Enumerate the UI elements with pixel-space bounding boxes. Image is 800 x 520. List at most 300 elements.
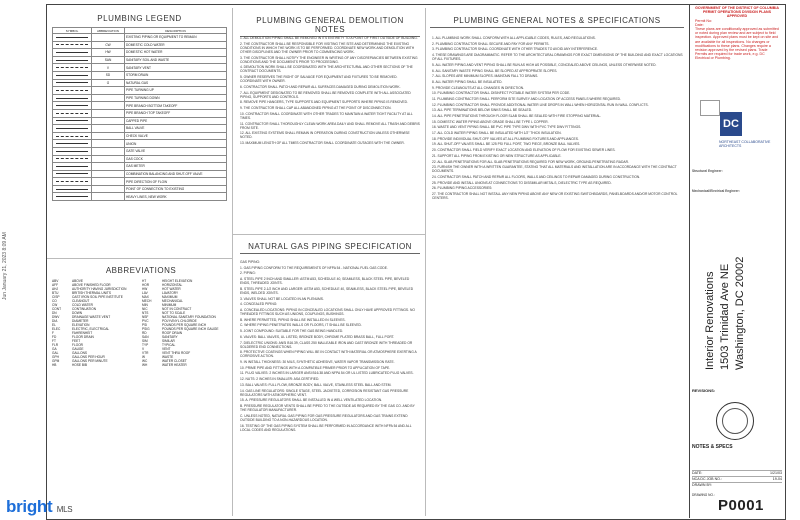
project-line3: Washington, DC 20002	[734, 256, 746, 370]
legend-abbreviation	[92, 147, 125, 155]
legend-description: BALL VALVE	[125, 125, 227, 133]
note-item: 24. CONTRACTOR SHALL PATCH AND REPAIR ALL FLOORS, WALLS AND CEILINGS TO REPAIR DAMAGED DURING CONSTRUCTION.	[432, 175, 641, 179]
note-item: 4. DEMOLITION WORK SHALL BE COORDINATED WITH THE ARCHITECTURAL AND OTHER SECTIONS OF THE CONTRACT DOCUMENTS.	[240, 65, 413, 74]
note-item: C. WHERE PIPING PENETRATES WALLS OR FLOORS, IT SHALL BE SLEEVED.	[240, 323, 362, 328]
abbreviation-code: GPM	[52, 359, 60, 363]
legend-symbol	[53, 125, 92, 133]
demolition-title: PLUMBING GENERAL DEMOLITION NOTES	[240, 16, 420, 37]
legend-symbol	[53, 87, 92, 95]
legend-abbreviation	[92, 178, 125, 186]
note-item: 25. PROVIDE AND INSTALL UNIONS AT CONNECTIONS TO DISSIMILAR METALS, DIELECTRIC TYPE AS REQUIRED.	[432, 180, 612, 185]
legend-abbreviation	[92, 155, 125, 163]
note-item: 6. VALVES: BALL VALVES, UL LISTED, BRONZE BODY, CHROME PLATED BRASS BALL, FULL PORT.	[240, 334, 395, 339]
note-item: 15. DOMESTIC WATER PIPING ABOVE GRADE SHALL BE TYPE L COPPER.	[432, 119, 549, 124]
legend-row	[53, 170, 227, 178]
abbreviation-code: PSIG	[142, 327, 150, 331]
abbreviation-code: CW	[52, 303, 58, 307]
abbreviation-meaning: POUNDS PER SQUARE INCH	[162, 323, 207, 327]
legend-description: PIPE BRANCH BOTTOM TAKEOFF	[125, 102, 227, 110]
column-divider	[425, 8, 426, 516]
abbreviation-meaning: VENT	[162, 347, 171, 351]
legend-symbol	[53, 155, 92, 163]
demolition-notes	[240, 36, 420, 147]
legend-abbreviation	[92, 117, 125, 125]
abbreviation-meaning: CAST IRON SOIL PIPE INSTITUTE	[72, 295, 123, 299]
note-item: 4. CONCEALED PIPING:	[240, 302, 278, 307]
abbreviation-meaning: HOT WATER	[162, 287, 181, 291]
permit-approval-stamp	[695, 6, 779, 61]
legend-symbol	[53, 64, 92, 72]
abbreviation-code: W	[142, 355, 146, 359]
abbreviation-code: HW	[142, 287, 148, 291]
note-item: 9. PROVIDE CLEANOUTS AT ALL CHANGES IN DIRECTION.	[432, 85, 525, 90]
note-item: 3. PLUMBING CONTRACTOR SHALL COORDINATE WITH OTHER TRADES TO AVOID ANY INTERFERENCE.	[432, 47, 598, 52]
note-item: 10. PRIME PIPE AND FITTINGS WITH A COMPATIBLE PRIMER PRIOR TO APPLICATION OF TAPE.	[240, 365, 391, 370]
note-item: 3. THE CONTRACTOR SHALL NOTIFY THE ENGINEER IN WRITING OF ANY DISCREPANCIES BETWEEN EXISTING CONDITIONS AND THE DOCUMENTS PRIOR TO PROCEEDING.	[240, 55, 418, 64]
mep-engineer-label: Mechanical/Electrical Engineer:	[692, 189, 740, 193]
abbreviation-meaning: FAHRENHEIT	[72, 331, 93, 335]
note-item: 9. IN INSTALL THICKNESS: 30 MILS, SYNTHETIC ADHESIVE, WATER VAPOR TRANSMISSION RATE.	[240, 360, 395, 365]
legend-abbreviation: SD	[92, 71, 125, 79]
abbreviation-meaning: VENT THRU ROOF	[162, 351, 191, 355]
note-item: 12. ALL EXISTING SYSTEMS SHALL REMAIN IN OPERATION DURING CONSTRUCTION UNLESS OTHERWISE NOTED.	[240, 131, 410, 140]
note-item: 16. TESTING OF THE GAS PIPING SYSTEM SHALL BE PERFORMED IN ACCORDANCE WITH NFPA 54 AND ALL LOCAL CODES AND REGULATIONS.	[240, 423, 412, 432]
abbreviation-code: GAL	[52, 351, 59, 355]
legend-row	[53, 147, 227, 155]
abbreviation-meaning: HOSE BIB	[72, 363, 88, 367]
note-item: 23. FURNISH THE OWNER WITH A WRITTEN GUARANTEE, STATING THAT ALL MATERIALS AND INSTALLATION ARE IN ACCORDANCE WITH THE CONTRACT DOCUMENTS.	[432, 165, 677, 174]
approval-header: GOVERNMENT OF THE DISTRICT OF COLUMBIA PERMIT OPERATIONS DIVISION PLANS APPROVED	[695, 6, 779, 19]
abbreviation-meaning: ELECTRIC, ELECTRICAL	[72, 327, 110, 331]
legend-symbol	[53, 49, 92, 57]
note-item: 7. DIELECTRIC UNIONS: ANSI B16.39, CLASS 250 MALLEABLE IRON AND CAST BRONZE WITH THREADED OR SOLDERED END CONNECTIONS.	[240, 340, 413, 349]
note-item: B. STEEL PIPE 2-1/2 INCH AND LARGER: ASTM A53, SCHEDULE 40, SEAMLESS, BLACK STEEL PIPE, BEVELED ENDS, WELDED JOINTS.	[240, 286, 414, 295]
pipe-symbol-icon	[56, 75, 88, 76]
gas-spec-notes	[240, 260, 420, 433]
note-item: 9. THE CONTRACTOR SHALL CAP ALL ABANDONED PIPING AT THE POINT OF DISCONNECTION.	[240, 106, 392, 111]
legend-description: GAS COCK	[125, 155, 227, 163]
pipe-symbol-icon	[56, 113, 88, 114]
engineer-seal	[716, 402, 754, 440]
legend-row	[53, 117, 227, 125]
watermark-brand: bright	[6, 497, 53, 516]
legend-symbol	[53, 109, 92, 117]
legend-symbol	[53, 132, 92, 140]
legend-row	[53, 102, 227, 110]
abbreviation-meaning: DIAMETER	[72, 319, 89, 323]
abbreviation-code: PVC	[142, 319, 149, 323]
abbreviation-code: AHJ	[52, 287, 59, 291]
pipe-symbol-icon	[56, 67, 88, 68]
legend-row	[53, 34, 227, 42]
pipe-symbol-icon	[56, 181, 88, 182]
pipe-symbol-icon	[56, 189, 88, 190]
legend-description: DOMESTIC HOT WATER	[125, 49, 227, 57]
abbreviation-code: VTR	[142, 351, 149, 355]
note-item: 10. CONTRACTOR SHALL COORDINATE WITH OTHER TRADES TO MAINTAIN A WATER TIGHT FACILITY AT ALL TIMES.	[240, 111, 413, 120]
legend-abbreviation	[92, 185, 125, 193]
legend-description: PIPE TURNING UP	[125, 87, 227, 95]
legend-symbol	[53, 56, 92, 64]
note-item: 2. PIPING:	[240, 271, 256, 276]
legend-symbol	[53, 185, 92, 193]
note-item: A. STEEL PIPE 2 INCH AND SMALLER: ASTM A53, SCHEDULE 40, SEAMLESS, BLACK STEEL PIPE, BEVELED ENDS, THREADED JOINTS.	[240, 277, 410, 286]
note-item: 14. GAS LINE REGULATORS: SINGLE STAGE, STEEL JACKETED, CORROSION RESISTANT GAS PRESSURE REGULATORS WITH ATMOSPHERIC VENT.	[240, 388, 409, 397]
pipe-symbol-icon	[56, 166, 88, 167]
legend-row	[53, 178, 227, 186]
pipe-symbol-icon	[56, 82, 88, 83]
sheet-number: P0001	[718, 497, 764, 514]
legend-row	[53, 125, 227, 133]
legend-description: DOMESTIC COLD WATER	[125, 41, 227, 49]
legend-abbreviation: V	[92, 64, 125, 72]
abbreviation-meaning: ROOF DRAIN	[162, 331, 183, 335]
legend-description: CHECK VALVE	[125, 132, 227, 140]
general-notes	[432, 36, 684, 202]
note-item: 13. MAXIMUM LENGTH OF ALL TIMES CONTRACTOR SHALL COORDINATE OUTAGES WITH THE OWNER.	[240, 141, 405, 146]
legend-table	[52, 27, 227, 201]
watermark-suffix: MLS	[56, 505, 73, 514]
abbreviation-code: MECH	[142, 299, 152, 303]
abbreviation-meaning: HEIGHT ELEVATION	[162, 279, 193, 283]
legend-symbol	[53, 34, 92, 42]
note-item: 3. VALVES SHALL NOT BE LOCATED IN AN PLENUMS.	[240, 296, 324, 301]
note-item: 27. THE CONTRACTOR SHALL NOT INSTALL ANY NEW PIPING ABOVE ANY NEW OR EXISTING SWITCHBOARDS, PANELBOARDS AND/OR MOTOR CONTROL CENTERS.	[432, 192, 678, 201]
note-item: 13. BALL VALVES: FULL FLOW, BRONZE BODY, BALL VALVE, STAINLESS STEEL BALL AND STEM.	[240, 382, 392, 387]
abbreviation-meaning: SANITARY	[162, 335, 178, 339]
legend-symbol	[53, 71, 92, 79]
abbreviation-code: FLR	[52, 343, 59, 347]
note-item: 5. JOINT COMPOUND: SUITABLE FOR THE GAS BEING HANDLED.	[240, 329, 344, 334]
abbreviation-code: CONT	[52, 307, 62, 311]
note-item: 10. PLUMBING CONTRACTOR SHALL DISINFECT POTABLE WATER SYSTEM PER CODE.	[432, 91, 571, 96]
note-item: 13. ALL PIPE TERMINATIONS BELOW SINKS SHALL BE SEALED.	[432, 108, 533, 113]
abbreviation-code: EL	[52, 323, 56, 327]
note-item: 2. THE CONTRACTOR SHALL BE RESPONSIBLE FOR VISITING THE SITE AND DETERMINING THE EXISTING CONDITIONS IN WHICH THE WORK IS TO BE PERFORMED. COORDINATE NEW WORK AND DEMOLITION WITH OTHER DISCIPLINES AND THE OWNER PRIOR TO COMMENCING WORK.	[240, 41, 415, 54]
pipe-symbol-icon	[56, 196, 88, 197]
legend-abbreviation	[92, 125, 125, 133]
abbreviation-code: AFF	[52, 283, 59, 287]
drawing-number-label: DRAWING NO.:	[692, 493, 715, 497]
architect-logo: DC	[720, 112, 742, 136]
section-divider	[232, 234, 425, 235]
legend-description: NATURAL GAS	[125, 79, 227, 87]
abbreviation-code: WH	[142, 363, 148, 367]
abbreviation-code: LAV	[142, 291, 148, 295]
abbreviation-meaning: POLYVINYL CHLORIDE	[162, 319, 197, 323]
legend-abbreviation	[92, 193, 125, 201]
abbreviation-meaning: NOT TO SCALE	[162, 311, 186, 315]
project-line2: 1503 Trinidad Ave NE	[719, 263, 731, 370]
abbreviation-code: SAN	[142, 335, 149, 339]
legend-row	[53, 193, 227, 201]
legend-row	[53, 185, 227, 193]
abbreviation-code: GPH	[52, 355, 59, 359]
abbreviation-code: GA	[52, 347, 57, 351]
structural-engineer	[692, 170, 780, 174]
note-item: C. UNLESS NOTED, NATURAL GAS PIPING FOR GAS PRESSURE REGULATORS AND GAS TRAINS EXTEND OUTSIDE BUILDING TO A NON-HAZARDOUS LOCATION.	[240, 413, 408, 422]
reviewer-stamp	[700, 100, 720, 116]
note-item: 15. A. PRESSURE REGULATORS SHALL BE INSTALLED IN A WELL VENTILATED LOCATION.	[240, 398, 383, 403]
note-item: A. CONCEALED LOCATIONS: PIPING IN CONCEALED LOCATIONS SHALL ONLY HAVE APPROVED FITTINGS. NO THREADED FITTINGS SUCH AS UNIONS, COUPLINGS, BUSHINGS.	[240, 308, 415, 317]
legend-symbol	[53, 147, 92, 155]
sheet-metadata	[692, 470, 782, 488]
abbreviation-meaning: GALLONS	[72, 351, 88, 355]
approval-conditions: These plans are conditionally approved as submitted or noted during plan review and are subject to field inspection. Approved plans must be kept on site and are available for all inspections. No changes or modifications to these plans. Changes require a revision approved by the revised plans. Trade Permits are required for trade work, e.g. DC Electrical or Plumbing.	[695, 27, 779, 61]
abbreviation-code: PSI	[142, 323, 148, 327]
legend-symbol	[53, 94, 92, 102]
note-item: 11. CONTRACTOR SHALL THOROUGHLY CLEAN WORK AREA DAILY AND SHALL REMOVE ALL TRASH AND DEBRIS FROM SITE.	[240, 121, 420, 130]
legend-symbol	[53, 163, 92, 171]
date-value: 1/21/03	[770, 471, 782, 475]
abbreviation-code: RD	[142, 331, 147, 335]
abbreviation-meaning: POUNDS PER SQUARE INCH GAUGE	[162, 327, 219, 331]
abbreviation-meaning: HORIZONTAL	[162, 283, 183, 287]
note-item: 6. ALL SANITARY WASTE PIPING SHALL BE SLOPED AT APPROPRIATE SLOPES.	[432, 68, 558, 73]
legend-row	[53, 41, 227, 49]
abbreviation-code: SIM	[142, 339, 148, 343]
mep-engineer	[692, 190, 780, 194]
pipe-symbol-icon	[56, 52, 88, 53]
legend-description: CAPPED PIPE	[125, 117, 227, 125]
job-value: 19-04	[772, 477, 782, 481]
abbreviation-code: FT	[52, 339, 56, 343]
note-item: 12. PLUMBING CONTRACTOR SHALL PROVIDE ADDITIONAL WATER LINE DROPS IN WALL WHEN HORIZONTAL RUN IN WALL CONFLICTS.	[432, 102, 649, 107]
abbreviation-row	[52, 363, 140, 367]
abbreviation-code: MIN	[142, 303, 148, 307]
note-item: 19. ALL SHUT-OFF VALVES SHALL BE 125 PSI FULL PORT, TWO PIECE, BRONZE BALL VALVES.	[432, 142, 581, 147]
abbreviation-code: CISP	[52, 295, 60, 299]
note-item: 18. PROVIDE INDIVIDUAL SHUT-OFF VALVES AT ALL PLUMBING FIXTURES AND APPLIANCES.	[432, 136, 579, 141]
legend-title: PLUMBING LEGEND	[97, 14, 182, 23]
note-item: 26. PLUMBING PIPING ACCESSORIES:	[432, 186, 493, 191]
abbreviation-code: TYP	[142, 343, 149, 347]
legend-abbreviation	[92, 102, 125, 110]
abbreviation-meaning: ABOVE	[72, 279, 83, 283]
column-divider	[232, 8, 233, 516]
gas-spec-title: NATURAL GAS PIPING SPECIFICATION	[240, 242, 420, 254]
abbreviation-code: ABV	[52, 279, 59, 283]
legend-symbol	[53, 140, 92, 148]
note-item: 1. GAS PIPING CONFORM TO THE REQUIREMENTS OF NFPA 54 - NATIONAL FUEL GAS CODE.	[240, 265, 388, 270]
legend-row	[53, 71, 227, 79]
abbreviation-meaning: CONTINUATION	[72, 307, 97, 311]
legend-row	[53, 163, 227, 171]
legend-symbol	[53, 170, 92, 178]
abbreviation-code: V	[142, 347, 145, 351]
permit-number-label: Permit No:	[695, 18, 712, 23]
abbreviation-meaning: SIMILAR	[162, 339, 175, 343]
abbreviation-code: BTU	[52, 291, 59, 295]
note-item: 11. PLUG VALVES: 2 INCHES IN LARGER ANSI B16.38 AND NFPA 54 OR UL LISTED LUBRICATED PLUG VALVES.	[240, 371, 414, 376]
abbreviation-meaning: CLEANOUT	[72, 299, 90, 303]
legend-row	[53, 79, 227, 87]
legend-description: STORM DRAIN	[125, 71, 227, 79]
drawn-label: DRAWN BY:	[692, 483, 713, 487]
pipe-symbol-icon	[56, 158, 88, 159]
abbreviation-code: FD	[52, 335, 57, 339]
mls-watermark	[6, 497, 72, 517]
pipe-symbol-icon	[56, 44, 88, 45]
note-item: 17. ALL COLD WATER PIPING SHALL BE INSULATED WITH 1/2" THICK INSULATION.	[432, 131, 562, 136]
plot-timestamp: Jun January 21, 2023 8:09 AM	[2, 232, 8, 300]
abbreviations-section	[52, 266, 230, 367]
abbreviation-code: HOR	[142, 283, 150, 287]
note-item: B. WHERE PERMITTED, PIPING SHALL BE INSTALLED IN SLEEVES.	[240, 317, 346, 322]
abbreviation-meaning: COLD WATER	[72, 303, 93, 307]
abbreviation-code: ELEC	[52, 327, 61, 331]
abbreviation-meaning: FLOOR DRAIN	[72, 335, 94, 339]
pipe-symbol-icon	[56, 105, 88, 106]
legend-description: COMBINATION BALANCING AND SHUT-OFF VALVE	[125, 170, 227, 178]
legend-abbreviation	[92, 87, 125, 95]
abbreviation-meaning: GALLONS PER MINUTE	[72, 359, 108, 363]
abbreviation-meaning: FEET	[72, 339, 81, 343]
architect-name: NORTHEAST COLLABORATIVE ARCHITECTS	[719, 140, 771, 148]
abbreviation-meaning: DOWN	[72, 311, 83, 315]
abbreviation-meaning: ELEVATION	[72, 323, 90, 327]
project-info	[690, 230, 790, 380]
plumbing-legend	[52, 14, 227, 201]
general-notes-title: PLUMBING GENERAL NOTES & SPECIFICATIONS	[430, 16, 684, 28]
abbreviation-code: CO	[52, 299, 57, 303]
abbreviation-code: WC	[142, 359, 148, 363]
job-label: NCA DC JOB NO.:	[692, 477, 722, 481]
legend-abbreviation: CW	[92, 41, 125, 49]
legend-abbreviation	[92, 34, 125, 42]
note-item: GAS PIPING:	[240, 260, 260, 264]
abbreviation-code: NSF	[142, 315, 149, 319]
note-item: 14. ALL PIPE PENETRATIONS THROUGH FLOOR SLAB SHALL BE SEALED WITH FIRE STOPPING MATERIAL.	[432, 114, 602, 119]
abbreviation-meaning: FLOOR	[72, 343, 83, 347]
abbreviation-code: DWV	[52, 315, 60, 319]
legend-description: EXISTING PIPING OR EQUIPMENT TO REMAIN	[125, 34, 227, 42]
note-item: 1. ALL PLUMBING WORK SHALL CONFORM WITH ALL APPLICABLE CODES, RULES, AND REGULATIONS.	[432, 36, 596, 40]
sheet-title: NOTES & SPECS	[692, 444, 733, 450]
abbreviation-code: DN	[52, 311, 57, 315]
abbreviation-meaning: LAVATORY	[162, 291, 179, 295]
legend-description: PIPE TURNING DOWN	[125, 94, 227, 102]
pipe-symbol-icon	[56, 90, 88, 91]
legend-description: PIPE BRANCH TOP TAKEOFF	[125, 109, 227, 117]
abbreviation-code: MAX	[142, 295, 149, 299]
date-label: DATE:	[692, 471, 703, 475]
project-line1: Interior Renovations	[704, 271, 716, 370]
legend-symbol	[53, 178, 92, 186]
abbreviation-meaning: NOT IN CONTRACT	[162, 307, 192, 311]
note-item: 8. REMOVE PIPE HANGERS, TYPE SUPPORTS AND EQUIPMENT SUPPORTS WHERE PIPING IS REMOVED.	[240, 100, 408, 105]
legend-abbreviation: HW	[92, 49, 125, 57]
legend-symbol	[53, 102, 92, 110]
section-divider	[47, 258, 232, 259]
pipe-symbol-icon	[56, 120, 88, 121]
permit-date-label: Date:	[695, 22, 704, 27]
abbreviation-code: NIC	[142, 307, 148, 311]
note-item: 1. ALL DEMOLITION PIPING SHALL BE REMOVED IN ITS ENTIRETY TO A POINT OF FIRST OUTSIDE OF BUILDING.	[240, 36, 418, 40]
pipe-symbol-icon	[56, 128, 88, 129]
abbreviation-code: NTS	[142, 311, 149, 315]
legend-header-description: DESCRIPTION	[125, 28, 227, 34]
abbreviation-meaning: GALLONS PER HOUR	[72, 355, 105, 359]
note-item: 16. WASTE AND VENT PIPING SHALL BE PVC PIPE TYPE DWV WITH PVC TYPE DWV FITTINGS.	[432, 125, 582, 130]
pipe-symbol-icon	[56, 143, 88, 144]
abbreviation-meaning: MINIMUM	[162, 303, 177, 307]
abbreviation-meaning: NATIONAL SANITARY FOUNDATION	[162, 315, 216, 319]
legend-abbreviation: SAN	[92, 56, 125, 64]
abbreviation-meaning: AUTHORITY HAVING JURISDICTION	[72, 287, 127, 291]
legend-description: POINT OF CONNECTION TO EXISTING	[125, 185, 227, 193]
abbreviation-meaning: WASTE	[162, 355, 174, 359]
note-item: 7. ALL SLOPES ARE MINIMUM SLOPES. MAINTAIN FALL TO DRAINS.	[432, 74, 539, 79]
note-item: 12. NUTS: 2 INCHES IN SMALLER: ASA CERTIFIED.	[240, 377, 320, 382]
abbreviation-code: HT	[142, 279, 147, 283]
legend-row	[53, 49, 227, 57]
legend-row	[53, 132, 227, 140]
legend-symbol	[53, 117, 92, 125]
legend-row	[53, 87, 227, 95]
legend-abbreviation	[92, 132, 125, 140]
legend-description: HEAVY LINES, NEW WORK	[125, 193, 227, 201]
legend-header-symbol: SYMBOL	[53, 28, 92, 34]
legend-description: SANITARY VENT	[125, 64, 227, 72]
legend-symbol	[53, 79, 92, 87]
abbreviations-title: ABBREVIATIONS	[105, 266, 177, 275]
legend-row	[53, 109, 227, 117]
legend-description: SANITARY SOIL AND WASTE	[125, 56, 227, 64]
legend-row	[53, 94, 227, 102]
abbreviation-meaning: DRAINAGE WASTE VENT	[72, 315, 111, 319]
abbreviation-code: HB	[52, 363, 57, 367]
legend-abbreviation	[92, 109, 125, 117]
legend-symbol	[53, 193, 92, 201]
note-item: 21. SUPPORT ALL PIPING FROM EXISTING OR NEW STRUCTURE AS APPLICABLE.	[432, 153, 562, 158]
structural-engineer-label: Structural Engineer:	[692, 169, 723, 173]
legend-description: GAS METER	[125, 163, 227, 171]
pipe-symbol-icon	[56, 60, 88, 61]
note-item: 22. ALL SLAB PENETRATIONS FOR ALL SLAB PENETRATIONS REQUIRED FOR NEW WORK, GROUND-PENETRATING RADAR.	[432, 159, 629, 164]
pipe-symbol-icon	[56, 98, 88, 99]
legend-abbreviation	[92, 170, 125, 178]
note-item: 2. PLUMBING CONTRACTOR SHALL SECURE AND PAY FOR ANY PERMITS.	[432, 41, 550, 46]
note-item: 20. CONTRACTOR SHALL FIELD VERIFY EXACT LOCATION AND ELEVATION OF FLOW FOR EXISTING SEWER LINES.	[432, 148, 616, 153]
abbreviations-column	[52, 279, 140, 367]
legend-abbreviation	[92, 140, 125, 148]
pipe-symbol-icon	[56, 151, 88, 152]
note-item: 6. CONTRACTOR SHALL PATCH AND REPAIR ALL SURFACES DAMAGED DURING DEMOLITION WORK.	[240, 84, 401, 89]
legend-abbreviation: G	[92, 79, 125, 87]
abbreviation-meaning: ABOVE FINISHED FLOOR	[72, 283, 111, 287]
abbreviations-column	[142, 279, 230, 367]
legend-description: PIPE DIRECTION OF FLOW	[125, 178, 227, 186]
abbreviation-meaning: MAXIMUM	[162, 295, 178, 299]
note-item: 7. ALL EQUIPMENT DESIGNATED TO BE REMOVED SHALL BE REMOVED COMPLETE WITH ALL ASSOCIATED PIPING, SUPPORTS AND CONTROLS.	[240, 90, 411, 99]
legend-description: UNION	[125, 140, 227, 148]
legend-row	[53, 140, 227, 148]
abbreviation-code: DIA	[52, 319, 58, 323]
legend-description: GATE VALVE	[125, 147, 227, 155]
abbreviation-meaning: WATER CLOSET	[162, 359, 187, 363]
note-item: 4. THESE DRAWINGS ARE DIAGRAMMATIC. REFER TO THE ARCHITECTURAL DRAWINGS FOR EXACT DIMENSIONS OF THE BUILDING AND EXACT LOCATIONS OF ALL FIXTURES.	[432, 53, 683, 62]
pipe-symbol-icon	[56, 136, 88, 137]
note-item: B. PRESSURE REGULATOR VENTS SHALL BE PIPED TO THE OUTSIDE AS REQUIRED BY THE GAS CO. AND BY THE REGULATOR MANUFACTURER.	[240, 404, 415, 413]
revisions-label: REVISIONS:	[692, 388, 716, 393]
legend-abbreviation	[92, 163, 125, 171]
pipe-symbol-icon	[56, 173, 88, 174]
legend-abbreviation	[92, 94, 125, 102]
legend-header-abbreviation: ABBREVIATION	[92, 28, 125, 34]
abbreviation-meaning: MECHANICAL	[162, 299, 183, 303]
note-item: 5. ALL WATER PIPING AND VENT PIPING SHALL BE RUN AS HIGH AS POSSIBLE, CONCEALED ABOVE CEILINGS, UNLESS OTHERWISE NOTED.	[432, 62, 657, 67]
